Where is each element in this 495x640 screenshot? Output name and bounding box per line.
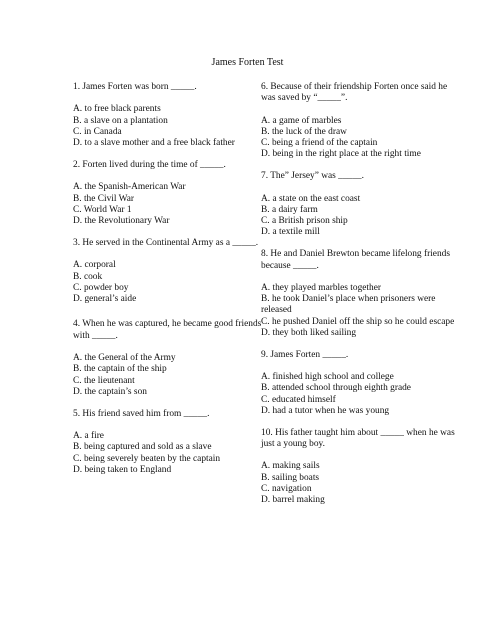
- question-stem: 5. His friend saved him from _____.: [73, 408, 210, 419]
- question-7: [261, 171, 456, 238]
- question-10: [261, 428, 456, 507]
- option-c: C. being severely beaten by the captain: [73, 453, 221, 464]
- option-a: A. a fire: [73, 431, 104, 442]
- option-d: D. barrel making: [261, 495, 325, 506]
- option-d: D. general’s aide: [73, 294, 137, 305]
- option-d: D. the captain’s son: [73, 386, 147, 397]
- option-b: B. he took Daniel’s place when prisoners were released: [261, 294, 436, 316]
- option-b: B. the Civil War: [73, 193, 135, 204]
- option-d: D. a textile mill: [261, 227, 320, 238]
- option-a: A. a state on the east coast: [261, 193, 361, 204]
- question-stem: 9. James Forten _____.: [261, 349, 349, 360]
- question-6: [261, 82, 456, 161]
- option-d: D. to a slave mother and a free black father: [73, 138, 235, 149]
- option-c: C. powder boy: [73, 282, 129, 293]
- option-a: A. the Spanish-American War: [73, 182, 186, 193]
- option-b: B. attended school through eighth grade: [261, 383, 411, 394]
- option-c: C. educated himself: [261, 394, 336, 405]
- option-c: C. he pushed Daniel off the ship so he could escape: [261, 316, 455, 327]
- question-2: [73, 160, 263, 227]
- question-8: [261, 249, 456, 339]
- option-b: B. cook: [73, 271, 103, 282]
- option-c: C. the lieutenant: [73, 375, 135, 386]
- option-b: B. the captain of the ship: [73, 364, 167, 375]
- option-b: B. being captured and sold as a slave: [73, 442, 212, 453]
- question-stem: 8. He and Daniel Brewton became lifelong friends because _____.: [261, 249, 450, 271]
- question-stem: 2. Forten lived during the time of _____.: [73, 159, 226, 170]
- question-3: [73, 238, 263, 305]
- question-stem: 7. The” Jersey” was _____.: [261, 171, 364, 182]
- option-a: A. to free black parents: [73, 104, 161, 115]
- question-9: [261, 350, 456, 417]
- option-b: B. sailing boats: [261, 472, 320, 483]
- option-a: A. making sails: [261, 461, 320, 472]
- question-stem: 4. When he was captured, he became good friends with _____.: [73, 319, 262, 341]
- question-stem: 6. Because of their friendship Forten once said he was saved by “_____”.: [261, 82, 448, 104]
- question-stem: 10. His father taught him about _____ when he was just a young boy.: [261, 427, 455, 450]
- left-column: [73, 82, 263, 476]
- option-c: C. in Canada: [73, 126, 122, 137]
- option-a: A. the General of the Army: [73, 353, 176, 364]
- option-d: D. they both liked sailing: [261, 328, 357, 339]
- option-a: A. a game of marbles: [261, 115, 342, 126]
- option-b: B. a dairy farm: [261, 204, 318, 215]
- option-c: C. World War 1: [73, 204, 132, 215]
- option-d: D. the Revolutionary War: [73, 216, 170, 227]
- right-column: [261, 82, 456, 507]
- question-1: [73, 82, 263, 149]
- question-4: [73, 319, 263, 398]
- option-a: A. they played marbles together: [261, 282, 382, 293]
- option-d: D. had a tutor when he was young: [261, 406, 390, 417]
- option-a: A. finished high school and college: [261, 372, 394, 383]
- option-c: C. a British prison ship: [261, 216, 348, 227]
- page-title: James Forten Test: [211, 57, 284, 68]
- question-stem: 1. James Forten was born _____.: [73, 82, 197, 92]
- option-d: D. being taken to England: [73, 464, 172, 475]
- option-b: B. a slave on a plantation: [73, 115, 168, 126]
- option-c: C. being a friend of the captain: [261, 138, 378, 149]
- option-b: B. the luck of the draw: [261, 126, 347, 137]
- option-a: A. corporal: [73, 260, 116, 271]
- question-5: [73, 409, 263, 476]
- option-c: C. navigation: [261, 484, 312, 495]
- question-stem: 3. He served in the Continental Army as a _____.: [73, 237, 259, 248]
- option-d: D. being in the right place at the right time: [261, 149, 421, 160]
